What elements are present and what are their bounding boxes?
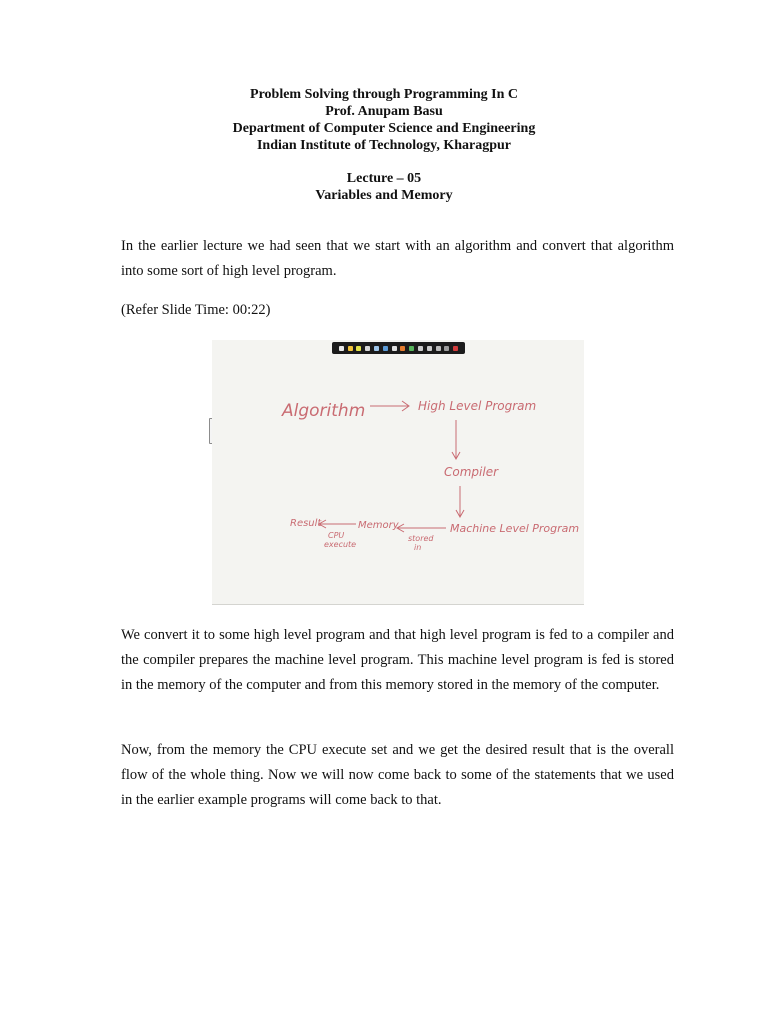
document-header <box>0 86 768 204</box>
stored-label: stored <box>408 534 434 543</box>
lecture-slide-image <box>212 340 584 605</box>
machine-level-program-label: Machine Level Program <box>450 522 580 535</box>
lecture-title: Variables and Memory <box>315 188 453 203</box>
department-name: Department of Computer Science and Engineering <box>232 121 536 136</box>
institute-name: Indian Institute of Technology, Kharagpur <box>256 138 511 153</box>
result-label: Result <box>290 518 322 529</box>
execute-label: execute <box>324 540 357 549</box>
high-level-program-label: High Level Program <box>418 399 537 413</box>
header-spacer <box>0 154 768 170</box>
memory-label: Memory <box>358 520 399 531</box>
cpu-label: CPU <box>328 531 345 540</box>
paragraph-intro: In the earlier lecture we had seen that we start with an algorithm and convert that algorithm into some sort of high level program. <box>121 238 674 279</box>
slide-time-reference: (Refer Slide Time: 00:22) <box>121 302 271 318</box>
paragraph-compile-flow: We convert it to some high level program and that high level program is fed to a compiler and the compiler prepares the machine level program. This machine level program is fed is stored in the memory of the computer and from this memory stored in the memory of the computer. <box>121 627 674 693</box>
paragraph-execution-flow: Now, from the memory the CPU execute set and we get the desired result that is the overall flow of the whole thing. Now we will now come back to some of the statements that we used in the earlier example programs will come back to that. <box>121 742 674 808</box>
course-title: Problem Solving through Programming In C <box>250 87 518 102</box>
in-label: in <box>414 543 422 552</box>
professor-name: Prof. Anupam Basu <box>325 104 443 119</box>
algorithm-label: Algorithm <box>282 401 366 421</box>
compiler-label: Compiler <box>444 465 499 479</box>
lecture-number: Lecture – 05 <box>346 171 422 186</box>
handwritten-diagram <box>212 340 584 604</box>
